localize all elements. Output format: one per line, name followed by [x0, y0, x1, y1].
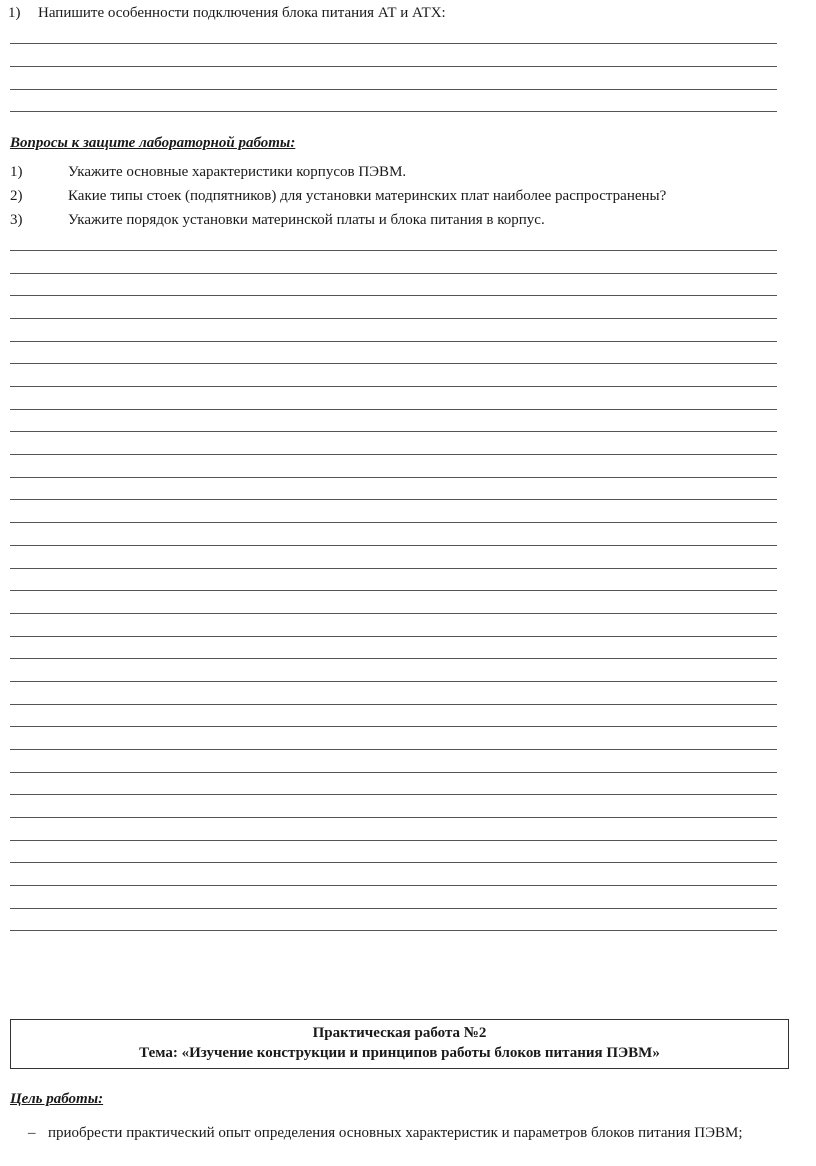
answer-line [10, 817, 777, 818]
answer-line [10, 885, 777, 886]
question-1 [8, 4, 446, 22]
list-item-text: Какие типы стоек (подпятников) для установки материнских плат наиболее распространены? [68, 188, 667, 204]
answer-line [10, 749, 777, 750]
answer-line [10, 681, 777, 682]
answer-line [10, 772, 777, 773]
answer-line [10, 568, 777, 569]
practical-title: Практическая работа №2 [312, 1025, 487, 1041]
answer-line [10, 66, 777, 67]
list-item-number: 3) [10, 212, 23, 228]
answer-line [10, 250, 777, 251]
answer-line [10, 545, 777, 546]
list-item [10, 160, 800, 184]
answer-line [10, 590, 777, 591]
question-1-text: Напишите особенности подключения блока питания АТ и АТХ: [38, 5, 446, 21]
list-item-text: Укажите основные характеристики корпусов ПЭВМ. [68, 164, 407, 180]
list-item-number: 1) [10, 164, 23, 180]
list-item [10, 184, 800, 208]
answer-line [10, 908, 777, 909]
goal-heading: Цель работы: [10, 1091, 104, 1107]
answer-line [10, 522, 777, 523]
question-1-number: 1) [8, 5, 21, 21]
answer-line [10, 273, 777, 274]
answer-line [10, 726, 777, 727]
list-item-number: 2) [10, 188, 23, 204]
answer-line [10, 477, 777, 478]
answer-line [10, 363, 777, 364]
answer-line [10, 43, 777, 44]
answer-line [10, 89, 777, 90]
answer-line [10, 636, 777, 637]
answer-line [10, 704, 777, 705]
answer-line [10, 658, 777, 659]
answer-line [10, 794, 777, 795]
answer-line [10, 840, 777, 841]
goal-item [10, 1122, 806, 1144]
answer-line [10, 454, 777, 455]
answer-line [10, 341, 777, 342]
goal-item-marker: – [28, 1125, 36, 1141]
defense-heading: Вопросы к защите лабораторной работы: [10, 135, 296, 151]
list-item-text: Укажите порядок установки материнской платы и блока питания в корпус. [68, 212, 545, 228]
answer-line [10, 409, 777, 410]
defense-questions-list [10, 160, 800, 232]
answer-line [10, 295, 777, 296]
answer-line [10, 930, 777, 931]
answer-line [10, 499, 777, 500]
answer-line [10, 431, 777, 432]
answer-line [10, 318, 777, 319]
answer-line [10, 862, 777, 863]
answer-line [10, 386, 777, 387]
answer-line [10, 613, 777, 614]
practical-topic: Тема: «Изучение конструкции и принципов работы блоков питания ПЭВМ» [139, 1045, 660, 1061]
answer-line [10, 111, 777, 112]
practical-title-box [10, 1019, 789, 1069]
list-item [10, 208, 800, 232]
goal-item-text: приобрести практический опыт определения основных характеристик и параметров блоков питания ПЭВМ; [48, 1125, 743, 1141]
